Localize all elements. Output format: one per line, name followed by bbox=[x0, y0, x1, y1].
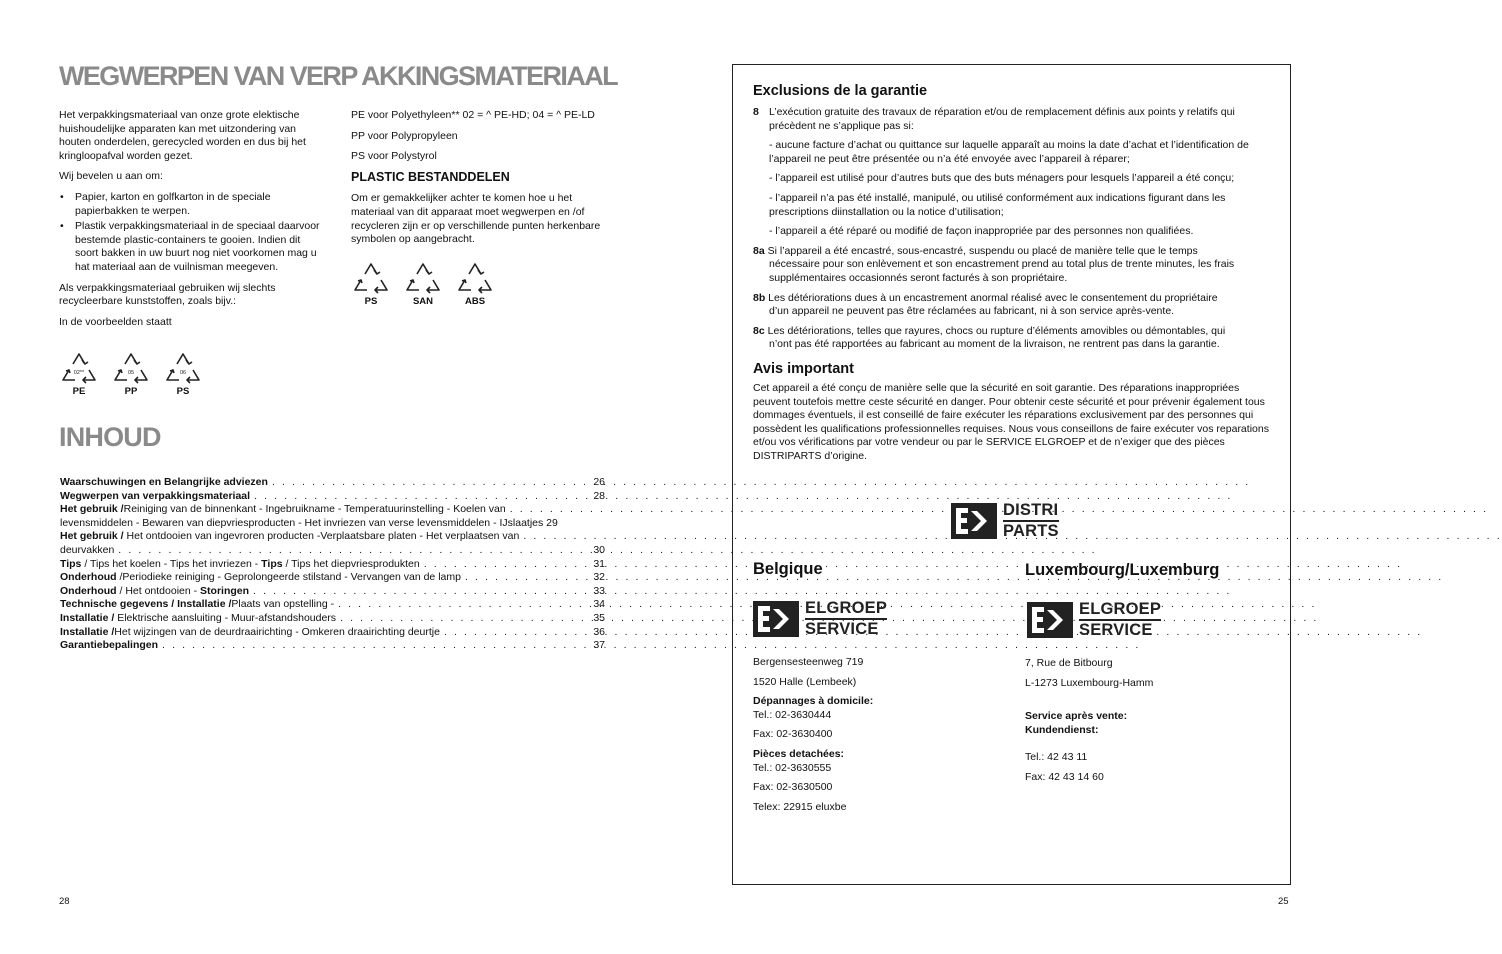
advise-line: Wij bevelen u aan om: bbox=[59, 170, 163, 183]
plastic-paragraph: Om er gemakkelijker achter te komen hoe u het materiaal van dit apparaat moet wegwerpen en /of recycleren zijn er op verschillende punten herkenbare symbolen op aangebracht. bbox=[351, 192, 601, 246]
recycle-triangle-icon bbox=[163, 350, 203, 386]
table-of-contents bbox=[60, 476, 605, 653]
street: 7, Rue de Bitbourg bbox=[1025, 657, 1113, 669]
logo-word: SERVICE bbox=[805, 620, 879, 638]
toc-row[interactable]: Waarschuwingen en Belangrijke adviezen . . . 26 bbox=[60, 476, 605, 490]
toc-row[interactable]: Onderhoud /Periodieke reiniging - Geprolongeerde stilstand - Vervangen van de lamp . . . 32 bbox=[60, 571, 605, 585]
fax: Fax: 42 43 14 60 bbox=[1025, 770, 1104, 783]
pp-line: PP voor Polypropyleen bbox=[351, 129, 458, 142]
page-number-right: 25 bbox=[1278, 896, 1289, 907]
recycle-symbol-pp bbox=[111, 350, 151, 397]
belgium-title: Belgique bbox=[753, 560, 823, 578]
logo-mark-icon bbox=[753, 601, 799, 637]
recycle-triangle-icon bbox=[59, 350, 99, 386]
examples-line: In de voorbeelden staatt bbox=[59, 315, 172, 328]
recyclable-paragraph: Als verpakkingsmateriaal gebruiken wij slechts recycleerbare kunststoffen, zoals bijv.: bbox=[59, 281, 276, 308]
city: 1520 Halle (Lembeek) bbox=[753, 675, 857, 688]
toc-row[interactable]: Wegwerpen van verpakkingsmateriaal . . . 28 bbox=[60, 490, 605, 504]
advise-list bbox=[59, 191, 321, 275]
logo-word: ELGROEP bbox=[805, 599, 887, 620]
toc-row[interactable]: Onderhoud / Het ontdooien - Storingen . . . 33 bbox=[60, 585, 605, 599]
luxembourg-title: Luxembourg/Luxemburg bbox=[1025, 561, 1220, 579]
recycle-label: PP bbox=[124, 386, 138, 397]
toc-row[interactable]: Tips / Tips het koelen - Tips het invriezen - Tips / Tips het diepvriesprodukten . . . 31 bbox=[60, 558, 605, 572]
repairs-label: Dépannages à domicile: bbox=[753, 695, 874, 708]
exclusion-item-8a: 8a Si l’appareil a été encastré, sous-encastré, suspendu ou placé de manière telle que le temps nécessaire pour son enlèvement et son encastrement prend au total plus de trente minutes, les frais supplémentaires occasionnés seront facturés à son propriétaire. bbox=[753, 244, 1235, 284]
service-label: Service après vente: bbox=[1025, 710, 1128, 723]
notice-title: Avis important bbox=[753, 360, 854, 377]
recycle-label: ABS bbox=[464, 296, 486, 307]
toc-row[interactable]: Installatie /Het wijzingen van de deurdraairichting - Omkeren draairichting deurtje . . . 36 bbox=[60, 626, 605, 640]
list-item: • Plastik verpakkingsmateriaal in de speciaal daarvoor bestemde plastic-containers te gooien. Indien dit soort bakken in uw buurt nog niet voorkomen mag u hat materiaal aan de vuilnisman meegeven. bbox=[59, 220, 321, 274]
recycle-label: SAN bbox=[412, 296, 434, 307]
service-label-de: Kundendienst: bbox=[1025, 723, 1099, 736]
ps-line: PS voor Polystyrol bbox=[351, 150, 437, 163]
exclusion-sub-item: - l’appareil a été réparé ou modifié de façon inappropriée par des personnes non qualifiées. bbox=[769, 225, 1194, 238]
elgroep-logo-luxembourg bbox=[1027, 600, 1161, 640]
recycle-triangle-icon bbox=[351, 260, 391, 296]
recycle-triangle-icon bbox=[455, 260, 495, 296]
intro-paragraph: Het verpakkingsmateriaal van onze grote elektische huishoudelijke apparaten kan met uitzondering van houten onderdelen, gerecycled worden en dus bij het kringloopafval worden gezet. bbox=[59, 109, 306, 162]
exclusion-sub-item: - l’appareil est utilisé pour d’autres buts que des buts ménagers pour lesquels l’appareil a été conçu; bbox=[769, 172, 1235, 185]
elgroep-logo-belgium bbox=[753, 599, 887, 639]
exclusion-item-8: 8 L’exécution gratuite des travaux de réparation et/ou de remplacement définis aux points y relatifs qui précèdent ne s’applique pas si: bbox=[753, 106, 1235, 132]
parts-fax: Fax: 02-3630500 bbox=[753, 781, 833, 794]
disposal-title: WEGWERPEN VAN VERP AKKINGSMATERIAAL bbox=[59, 61, 618, 91]
toc-row[interactable]: Het gebruik /Reiniging van de binnenkant - Ingebruikname - Temperatuurinstelling - Koelen van . . . bbox=[60, 503, 605, 517]
distriparts-logo bbox=[951, 501, 1059, 541]
recycle-symbols-left bbox=[59, 350, 203, 397]
page-number-left: 28 bbox=[59, 896, 70, 907]
exclusions-title: Exclusions de la garantie bbox=[753, 83, 928, 99]
recycle-symbol-san bbox=[403, 260, 443, 307]
recycle-symbol-ps bbox=[163, 350, 203, 397]
svg-text:02**: 02** bbox=[73, 370, 85, 376]
toc-row-continued[interactable]: levensmiddelen - Bewaren van diepvriesproducten - Het invriezen van verse levensmiddelen - IJslaatjes 29 bbox=[60, 516, 558, 529]
pe-line: PE voor Polyethyleen** 02 = ^ PE-HD; 04 = ^ PE-LD bbox=[351, 109, 595, 121]
contents-title: INHOUD bbox=[59, 422, 161, 452]
recycle-label: PS bbox=[364, 296, 378, 307]
recycle-triangle-icon bbox=[111, 350, 151, 386]
exclusion-item-8c: 8c Les détériorations, telles que rayures, chocs ou rupture d’éléments amovibles ou démontables, qui n’ont pas été rapportées au fabricant au moment de la livraison, ne rentrent pas dans la garantie. bbox=[753, 324, 1226, 351]
exclusion-sub-item: - l’appareil n’a pas été installé, manipulé, ou utilisé conformément aux indications figurant dans les prescriptions diinstallation ou la notice d’utilisation; bbox=[769, 191, 1226, 218]
logo-mark-icon bbox=[1027, 602, 1073, 638]
toc-row[interactable]: Het gebruik / Het ontdooien van ingevroren producten -Verplaatsbare platen - Het verplaatsen van . . . bbox=[60, 530, 605, 544]
svg-text:05: 05 bbox=[127, 370, 135, 376]
belgium-address bbox=[753, 656, 993, 814]
parts-tel: Tel.: 02-3630555 bbox=[753, 761, 832, 774]
city: L-1273 Luxembourg-Hamm bbox=[1025, 676, 1154, 689]
toc-row[interactable]: Garantiebepalingen . . . 37 bbox=[60, 639, 605, 653]
notice-paragraph: Cet appareil a été conçu de manière selle que la sécurité en soit garantie. Des réparations inappropriées peuvent toutefois mettre ceste sécurité en danger. Pour obtenir ceste sécurité et pour prévenir également tous dommages éventuels, il est conseillé de faire exécuter les réparations exclusivement par des personnes qui possèdent les qualifications professionnelles requises. Nous vous conseillons de faire exécuter vos reparations et/ou vos vérifications par votre vendeur ou par le SERVICE ELGROEP et de n’exiger que des pièces DISTRIPARTS d’origine. bbox=[753, 381, 1269, 462]
logo-word: PARTS bbox=[1003, 522, 1059, 540]
telex: Telex: 22915 eluxbe bbox=[753, 800, 847, 813]
list-item: • Papier, karton en golfkarton in de speciale papierbakken te werpen. bbox=[59, 191, 321, 218]
recycle-symbols-right bbox=[351, 260, 495, 307]
plastic-heading: PLASTIC BESTANDDELEN bbox=[351, 169, 510, 184]
exclusion-sub-item: - aucune facture d’achat ou quittance sur laquelle apparaît au moins la date d’achat et l’identification de l’appareil ne peut être présentée ou n’a été envoyée avec l’appareil à réparer; bbox=[769, 139, 1249, 165]
recycle-label: PE bbox=[72, 386, 86, 397]
recycle-symbol-abs bbox=[455, 260, 495, 307]
recycle-symbol-pe bbox=[59, 350, 99, 397]
repairs-fax: Fax: 02-3630400 bbox=[753, 728, 833, 741]
logo-mark-icon bbox=[951, 503, 997, 539]
svg-text:06: 06 bbox=[179, 370, 187, 376]
recycle-label: PS bbox=[176, 386, 190, 397]
logo-word: ELGROEP bbox=[1079, 600, 1161, 621]
recycle-symbol-ps bbox=[351, 260, 391, 307]
disposal-col-1 bbox=[59, 109, 321, 336]
toc-row[interactable]: Installatie / Elektrische aansluiting - Muur-afstandshouders . . . 35 bbox=[60, 612, 605, 626]
tel: Tel.: 42 43 11 bbox=[1025, 751, 1088, 764]
street: Bergensesteenweg 719 bbox=[753, 656, 864, 668]
logo-word: SERVICE bbox=[1079, 621, 1153, 639]
parts-label: Pièces detachées: bbox=[753, 747, 845, 760]
toc-row[interactable]: deurvakken . . . 30 bbox=[60, 544, 605, 558]
exclusion-item-8b: 8b Les détériorations dues à un encastrement anormal réalisé avec le consentement du propriétaire d’un appareil ne peuvent pas être réclamées au fabricant, ni à son service après-vente. bbox=[753, 291, 1218, 318]
repairs-tel: Tel.: 02-3630444 bbox=[753, 708, 832, 721]
recycle-triangle-icon bbox=[403, 260, 443, 296]
luxembourg-address bbox=[1025, 657, 1265, 785]
logo-word: DISTRI bbox=[1003, 501, 1059, 522]
disposal-col-2 bbox=[351, 109, 616, 254]
guarantee-section bbox=[753, 82, 1274, 463]
toc-row[interactable]: Technische gegevens / Installatie /Plaats van opstelling - . . . 34 bbox=[60, 598, 605, 612]
